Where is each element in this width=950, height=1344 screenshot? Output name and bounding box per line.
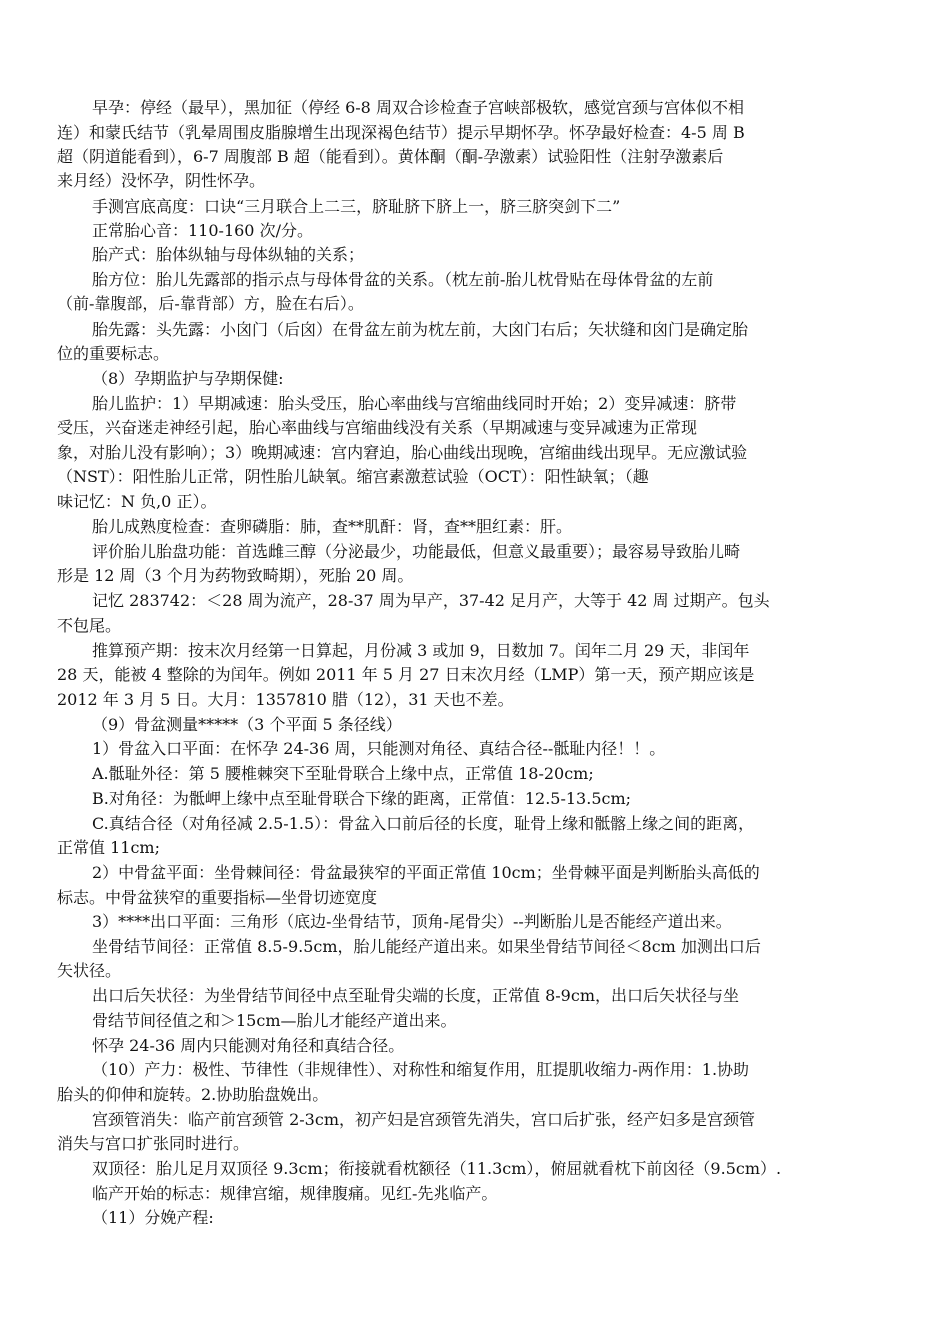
text-line: 胎产式：胎体纵轴与母体纵轴的关系； xyxy=(92,245,365,264)
text-line: 2012 年 3 月 5 日。大月：1357810 腊（12），31 天也不差。 xyxy=(57,690,514,709)
text-line: 连）和蒙氏结节（乳晕周围皮脂腺增生出现深褐色结节）提示早期怀孕。怀孕最好检查：4-5 周 B xyxy=(57,123,745,142)
text-line: C.真结合径（对角径减 2.5-1.5）：骨盆入口前后径的长度，耻骨上缘和骶髂上缘之间的距离， xyxy=(92,814,755,833)
text-line: 标志。中骨盆狭窄的重要指标—坐骨切迹宽度 xyxy=(57,888,378,907)
text-line: 早孕：停经（最早），黑加征（停经 6-8 周双合诊检查子宫峡部极软，感觉宫颈与宫体似不相 xyxy=(92,98,744,117)
section-heading: （9）骨盆测量*****（3 个平面 5 条径线） xyxy=(92,715,402,734)
text-line: 怀孕 24-36 周内只能测对角径和真结合径。 xyxy=(92,1036,405,1055)
text-line: 正常胎心音：110-160 次/分。 xyxy=(92,221,313,240)
text-line: 超（阴道能看到），6-7 周腹部 B 超（能看到）。黄体酮（酮-孕激素）试验阳性（注射孕激素后 xyxy=(57,147,724,166)
text-line: 评价胎儿胎盘功能：首选雌三醇（分泌最少，功能最低，但意义最重要）；最容易导致胎儿畸 xyxy=(92,542,741,561)
text-line: 手测宫底高度：口诀“三月联合上二三，脐耻脐下脐上一，脐三脐突剑下二” xyxy=(92,197,621,216)
text-line: 胎儿成熟度检查：查卵磷脂：肺，查**肌酐：肾，查**胆红素：肝。 xyxy=(92,517,573,536)
text-line: 1）骨盆入口平面：在怀孕 24-36 周，只能测对角径、真结合径--骶耻内径！！。 xyxy=(92,739,666,758)
text-line: 胎先露：头先露：小囟门（后囟）在骨盆左前为枕左前，大囟门右后；矢状缝和囟门是确定胎 xyxy=(92,320,749,339)
text-line: 消失与宫口扩张同时进行。 xyxy=(57,1134,250,1153)
text-line: 不包尾。 xyxy=(57,616,122,635)
text-line: B.对角径：为骶岬上缘中点至耻骨联合下缘的距离，正常值：12.5-13.5cm; xyxy=(92,789,632,808)
text-line: 形是 12 周（3 个月为药物致畸期），死胎 20 周。 xyxy=(57,566,414,585)
text-line: 出口后矢状径：为坐骨结节间径中点至耻骨尖端的长度，正常值 8-9cm，出口后矢状径与坐 xyxy=(92,986,739,1005)
text-line: A.骶耻外径：第 5 腰椎棘突下至耻骨联合上缘中点，正常值 18-20cm; xyxy=(92,764,594,783)
text-line: 象，对胎儿没有影响）；3）晚期减速：宫内窘迫，胎心曲线出现晚，宫缩曲线出现早。无应激试验 xyxy=(57,443,748,462)
text-line: 矢状径。 xyxy=(57,961,122,980)
text-line: 推算预产期：按末次月经第一日算起，月份减 3 或加 9，日数加 7。闰年二月 29 天，非闰年 xyxy=(92,641,750,660)
text-line: 骨结节间径值之和＞15cm—胎儿才能经产道出来。 xyxy=(92,1011,457,1030)
text-line: （NST）：阳性胎儿正常，阴性胎儿缺氧。缩宫素激惹试验（OCT）：阳性缺氧；（趣 xyxy=(57,467,649,486)
text-line: 3）****出口平面：三角形（底边-坐骨结节，顶角-尾骨尖）--判断胎儿是否能经产道出来。 xyxy=(92,912,732,931)
text-line: 胎儿监护：1）早期减速：胎头受压，胎心率曲线与宫缩曲线同时开始；2）变异减速：脐带 xyxy=(92,394,737,413)
text-line: 味记忆：N 负,0 正）。 xyxy=(57,492,217,511)
text-line: 胎方位：胎儿先露部的指示点与母体骨盆的关系。（枕左前-胎儿枕骨贴在母体骨盆的左前 xyxy=(92,270,714,289)
section-heading: （11）分娩产程: xyxy=(92,1208,214,1227)
text-line: 记忆 283742：＜28 周为流产，28-37 周为早产，37-42 足月产，大等于 42 周 过期产。包头 xyxy=(92,591,770,610)
text-line: 临产开始的标志：规律宫缩，规律腹痛。见红-先兆临产。 xyxy=(92,1184,498,1203)
text-line: 坐骨结节间径：正常值 8.5-9.5cm，胎儿能经产道出来。如果坐骨结节间径＜8cm 加测出口后 xyxy=(92,937,761,956)
text-line: 受压，兴奋迷走神经引起，胎心率曲线与宫缩曲线没有关系（早期减速与变异减速为正常现 xyxy=(57,418,698,437)
text-line: 位的重要标志。 xyxy=(57,344,170,363)
text-line: 宫颈管消失：临产前宫颈管 2-3cm，初产妇是宫颈管先消失，宫口后扩张，经产妇多是宫颈管 xyxy=(92,1110,755,1129)
text-line: 来月经）没怀孕，阴性怀孕。 xyxy=(57,171,266,190)
text-line: 2）中骨盆平面：坐骨棘间径：骨盆最狭窄的平面正常值 10cm；坐骨棘平面是判断胎头高低的 xyxy=(92,863,760,882)
text-line: （前-靠腹部，后-靠背部）方，脸在右后）。 xyxy=(57,294,364,313)
text-line: 双顶径：胎儿足月双顶径 9.3cm；衔接就看枕额径（11.3cm），俯屈就看枕下前囟径（9.5cm）. xyxy=(92,1159,782,1178)
text-line: 正常值 11cm; xyxy=(57,838,160,857)
text-line: 胎头的仰伸和旋转。2.协助胎盘娩出。 xyxy=(57,1085,329,1104)
text-line: 28 天，能被 4 整除的为闰年。例如 2011 年 5 月 27 日末次月经（LMP）第一天，预产期应该是 xyxy=(57,665,755,684)
section-heading: （8）孕期监护与孕期保健: xyxy=(92,369,284,388)
text-line: （10）产力：极性、节律性（非规律性）、对称性和缩复作用，肛提肌收缩力-两作用：1.协助 xyxy=(92,1060,750,1079)
